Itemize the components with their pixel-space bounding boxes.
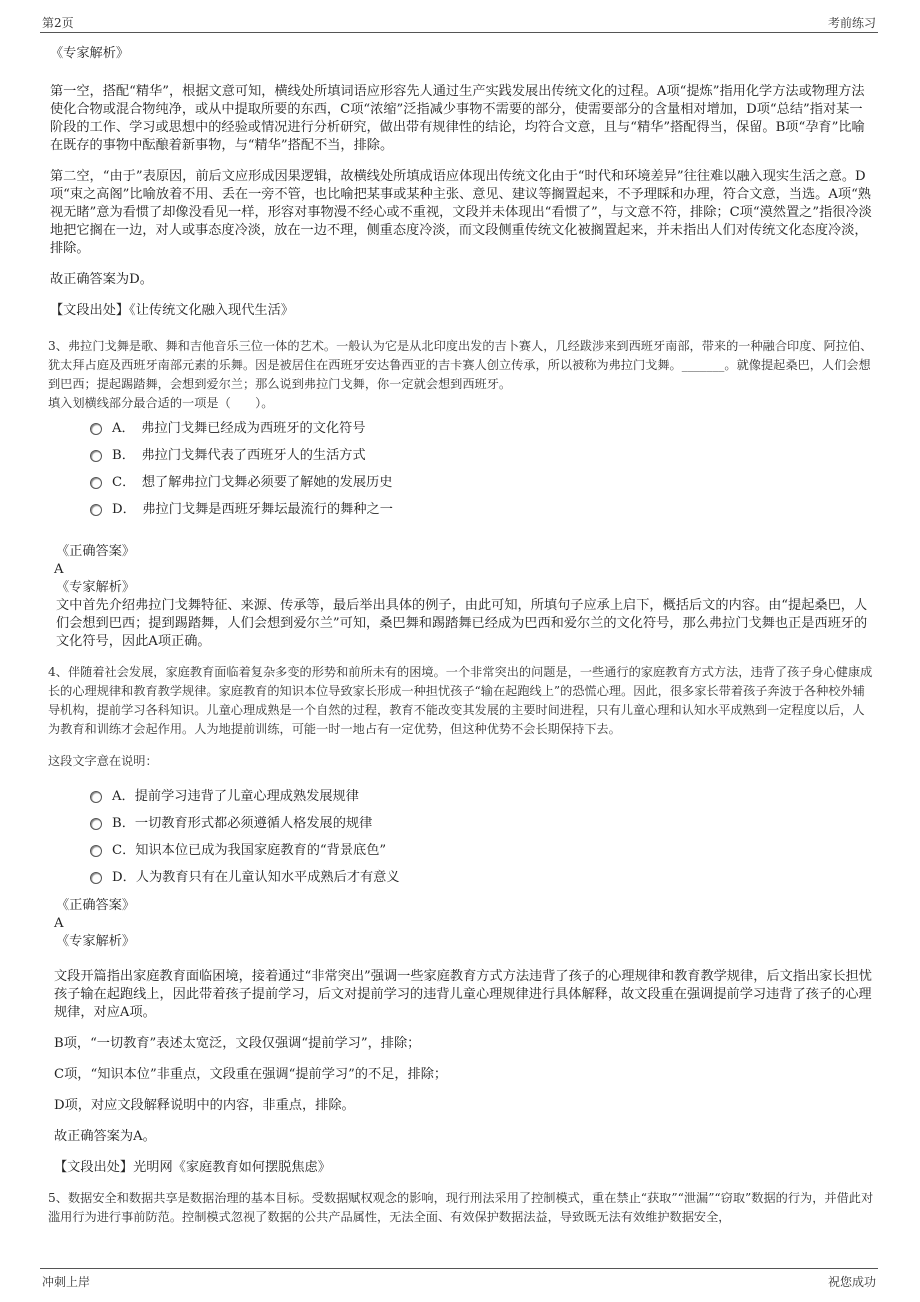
radio-icon[interactable]: [90, 423, 102, 435]
analysis-paragraph: C项，“知识本位”非重点，文段重在强调“提前学习”的不足，排除；: [54, 1067, 448, 1082]
option-list: [90, 783, 875, 891]
option-a[interactable]: A． 弗拉门戈舞已经成为西班牙的文化符号: [90, 415, 875, 442]
page-footer: [40, 1268, 878, 1291]
footer-right-text: 祝您成功: [827, 1275, 876, 1289]
source-citation: 【文段出处】《让传统文化融入现代生活》: [50, 303, 294, 318]
analysis-paragraph: B项，“一切教育”表述太宽泛，文段仅强调“提前学习”，排除；: [54, 1036, 421, 1051]
question-prompt: 填入划横线部分最合适的一项是（ ）。: [48, 396, 274, 410]
header-title: 考前练习: [827, 16, 876, 30]
correct-answer-label: 《正确答案》: [56, 544, 136, 559]
expert-analysis-label: 《专家解析》: [50, 46, 130, 61]
option-b[interactable]: B． 弗拉门戈舞代表了西班牙人的生活方式: [90, 442, 875, 469]
correct-answer-label: 《正确答案》: [56, 898, 136, 913]
source-citation: 【文段出处】光明网《家庭教育如何摆脱焦虑》: [54, 1160, 331, 1175]
footer-left-text: 冲刺上岸: [42, 1275, 91, 1289]
page-header: [40, 10, 878, 33]
question-stem: 5、数据安全和数据共享是数据治理的基本目标。受数据赋权观念的影响，现行刑法采用了控制模式，重在禁止“获取”“泄漏”“窃取”数据的行为，并借此对滥用行为进行事前防范。控制模式忽视了数据的公共产品属性，无法全面、有效保护数据法益，导致既无法有效维护数据安全，: [48, 1191, 874, 1224]
option-c[interactable]: C． 想了解弗拉门戈舞必须要了解她的发展历史: [90, 469, 875, 496]
correct-answer: A: [54, 916, 64, 931]
option-a[interactable]: A．提前学习违背了儿童心理成熟发展规律: [90, 783, 875, 810]
analysis-paragraph: 文中首先介绍弗拉门戈舞特征、来源、传承等，最后举出具体的例子，由此可知，所填句子应承上启下，概括后文的内容。由“提起桑巴，人们会想到巴西；提到踢踏舞，人们会想到爱尔兰”可知，桑巴舞和踢踏舞已经成为巴西和爱尔兰的文化符号，那么弗拉门戈舞也正是西班牙的文化符号，因此A项正确。: [56, 598, 868, 649]
option-c[interactable]: C．知识本位已成为我国家庭教育的“背景底色”: [90, 837, 875, 864]
correct-answer: A: [54, 562, 64, 577]
analysis-paragraph: 文段开篇指出家庭教育面临困境，接着通过“非常突出”强调一些家庭教育方式方法违背了孩子的心理规律和教育教学规律，后文指出家长担忧孩子输在起跑线上，因此带着孩子提前学习，后文对提前学习的违背儿童心理规律进行具体解释，故文段重在强调提前学习违背了孩子的心理规律，对应A项。: [54, 969, 872, 1020]
document-body: [50, 40, 875, 1227]
radio-icon[interactable]: [90, 818, 102, 830]
expert-analysis-label: 《专家解析》: [56, 580, 136, 595]
page-number: 第2页: [42, 16, 74, 30]
option-d[interactable]: D．人为教育只有在儿童认知水平成熟后才有意义: [90, 864, 875, 891]
question-prompt: 这段文字意在说明：: [48, 754, 158, 768]
radio-icon[interactable]: [90, 450, 102, 462]
radio-icon[interactable]: [90, 872, 102, 884]
analysis-paragraph: 第一空，搭配“精华”，根据文意可知，横线处所填词语应形容先人通过生产实践发展出传统文化的过程。A项“提炼”指用化学方法或物理方法使化合物或混合物纯净，或从中提取所要的东西，C项“浓缩”泛指减少事物不需要的部分，使需要部分的含量相对增加，D项“总结”指对某一阶段的工作、学习或思想中的经验或情况进行分析研究，做出带有规律性的结论，均符合文意，且与“精华”搭配得当，保留。B项“孕育”比喻在既存的事物中酝酿着新事物，与“精华”搭配不当，排除。: [50, 84, 865, 153]
radio-icon[interactable]: [90, 477, 102, 489]
option-list: [90, 415, 875, 523]
expert-analysis-label: 《专家解析》: [56, 934, 136, 949]
radio-icon[interactable]: [90, 504, 102, 516]
question-stem: 3、弗拉门戈舞是歌、舞和吉他音乐三位一体的艺术。一般认为它是从北印度出发的吉卜赛人，几经跋涉来到西班牙南部，带来的一种融合印度、阿拉伯、犹太拜占庭及西班牙南部元素的乐舞。因是被居住在西班牙安达鲁西亚的吉卡赛人创立传承，所以被称为弗拉门戈舞。_______。就像提起桑巴，人们会想到巴西；提起踢踏舞，会想到爱尔兰；那么说到弗拉门戈舞，你一定就会想到西班牙。: [48, 339, 873, 391]
option-b[interactable]: B．一切教育形式都必须遵循人格发展的规律: [90, 810, 875, 837]
answer-statement: 故正确答案为D。: [50, 272, 153, 287]
question-stem: 4、伴随着社会发展，家庭教育面临着复杂多变的形势和前所未有的困境。一个非常突出的问题是，一些通行的家庭教育方式方法，违背了孩子身心健康成长的心理规律和教育教学规律。家庭教育的知识本位导致家长形成一种担忧孩子“输在起跑线上”的恐慌心理。因此，很多家长带着孩子奔波于各种校外辅导机构，提前学习各科知识。儿童心理成熟是一个自然的过程，教育不能改变其发展的主要时间进程，只有儿童心理和认知水平成熟到一定程度以后，人为教育和训练才会起作用。人为地提前训练，可能一时一地占有一定优势，但这种优势不会长期保持下去。: [48, 665, 873, 736]
analysis-paragraph: D项，对应文段解释说明中的内容，非重点，排除。: [54, 1098, 355, 1113]
option-d[interactable]: D． 弗拉门戈舞是西班牙舞坛最流行的舞种之一: [90, 496, 875, 523]
radio-icon[interactable]: [90, 791, 102, 803]
answer-statement: 故正确答案为A。: [54, 1129, 156, 1144]
analysis-paragraph: 第二空，“由于”表原因，前后文应形成因果逻辑，故横线处所填成语应体现出传统文化由于“时代和环境差异”往往难以融入现实生活之意。D项“束之高阁”比喻放着不用、丢在一旁不管，也比喻把某事或某种主张、意见、建议等搁置起来，不予理睬和办理，符合文意，当选。A项“熟视无睹”意为看惯了却像没看见一样，形容对事物漫不经心或不重视，文段并未体现出“看惯了”，与文意不符，排除；C项“漠然置之”指很冷淡地把它搁在一边，对人或事态度冷淡，放在一边不理，侧重态度冷淡，而文段侧重传统文化被搁置起来，并未指出人们对传统文化态度冷淡，排除。: [50, 169, 872, 256]
radio-icon[interactable]: [90, 845, 102, 857]
